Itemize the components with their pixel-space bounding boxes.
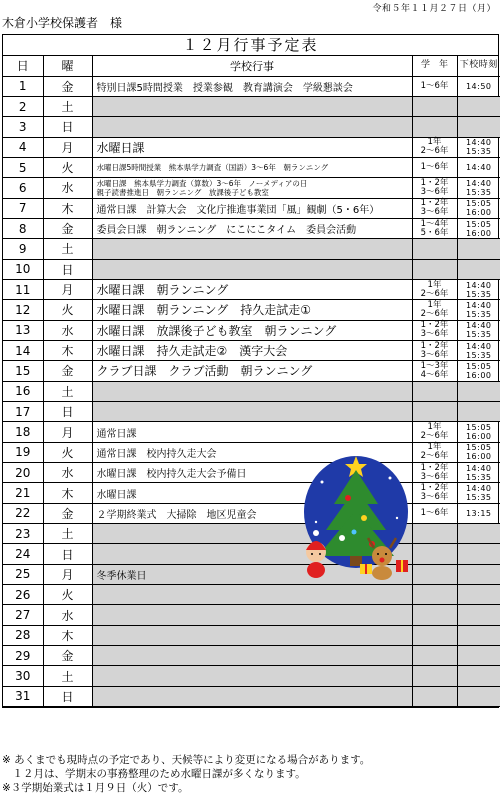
weekday-cell: 火 bbox=[43, 442, 92, 462]
day-cell: 9 bbox=[3, 239, 43, 259]
day-cell: 5 bbox=[3, 157, 43, 177]
time-cell bbox=[457, 117, 500, 137]
weekday-cell: 土 bbox=[43, 666, 92, 686]
grade-cell: 1・2年 3～6年 bbox=[412, 178, 457, 198]
day-cell: 18 bbox=[3, 422, 43, 442]
grade-cell: 1～6年 bbox=[412, 76, 457, 96]
time-cell bbox=[457, 239, 500, 259]
weekday-cell: 月 bbox=[43, 422, 92, 442]
event-cell: 水曜日課 持久走試走② 漢字大会 bbox=[92, 340, 412, 360]
table-row bbox=[3, 137, 500, 157]
table-row bbox=[3, 239, 500, 259]
table-row bbox=[3, 666, 500, 686]
day-cell: 31 bbox=[3, 686, 43, 706]
event-cell: 通常日課 校内持久走大会 bbox=[92, 442, 412, 462]
day-cell: 17 bbox=[3, 402, 43, 422]
grade-cell bbox=[412, 605, 457, 625]
weekday-cell: 金 bbox=[43, 361, 92, 381]
weekday-cell: 日 bbox=[43, 259, 92, 279]
weekday-cell: 木 bbox=[43, 625, 92, 645]
day-cell: 13 bbox=[3, 320, 43, 340]
note-1: ※ あくまでも現時点の予定であり、天候等により変更になる場合があります。 bbox=[2, 754, 371, 766]
event-cell: 冬季休業日 bbox=[92, 564, 412, 584]
table-row bbox=[3, 585, 500, 605]
weekday-cell: 水 bbox=[43, 178, 92, 198]
weekday-cell: 火 bbox=[43, 585, 92, 605]
time-cell bbox=[457, 524, 500, 544]
weekday-cell: 金 bbox=[43, 76, 92, 96]
weekday-cell: 金 bbox=[43, 503, 92, 523]
event-cell bbox=[92, 666, 412, 686]
time-cell: 15:05 16:00 bbox=[457, 218, 500, 238]
table-row bbox=[3, 279, 500, 299]
weekday-cell: 木 bbox=[43, 483, 92, 503]
weekday-cell: 土 bbox=[43, 96, 92, 116]
time-cell: 14:40 15:35 bbox=[457, 279, 500, 299]
weekday-cell: 日 bbox=[43, 117, 92, 137]
time-cell: 13:15 bbox=[457, 503, 500, 523]
table-row bbox=[3, 646, 500, 666]
time-cell bbox=[457, 646, 500, 666]
weekday-cell: 土 bbox=[43, 239, 92, 259]
col-weekday-header: 曜 bbox=[43, 56, 92, 76]
schedule-sheet bbox=[2, 34, 499, 708]
table-row bbox=[3, 422, 500, 442]
time-cell: 14:40 15:35 bbox=[457, 300, 500, 320]
event-cell bbox=[92, 585, 412, 605]
weekday-cell: 水 bbox=[43, 320, 92, 340]
event-cell: 水曜日課 朝ランニング 持久走試走① bbox=[92, 300, 412, 320]
day-cell: 20 bbox=[3, 463, 43, 483]
col-day-header: 日 bbox=[3, 56, 43, 76]
grade-cell: 1～4年 5・6年 bbox=[412, 218, 457, 238]
event-cell: 水曜日課 熊本県学力調査（算数）3～6年 ノーメディアの日 親子読書推進日 朝ランニング 放課後子ども教室 bbox=[92, 178, 412, 198]
day-cell: 21 bbox=[3, 483, 43, 503]
time-cell bbox=[457, 544, 500, 564]
grade-cell bbox=[412, 666, 457, 686]
event-cell bbox=[92, 239, 412, 259]
event-cell bbox=[92, 646, 412, 666]
table-row bbox=[3, 381, 500, 401]
table-row bbox=[3, 259, 500, 279]
weekday-cell: 金 bbox=[43, 646, 92, 666]
col-event-header: 学校行事 bbox=[92, 56, 412, 76]
event-cell: 通常日課 bbox=[92, 422, 412, 442]
day-cell: 27 bbox=[3, 605, 43, 625]
event-cell bbox=[92, 381, 412, 401]
grade-cell bbox=[412, 117, 457, 137]
time-cell: 15:05 16:00 bbox=[457, 422, 500, 442]
time-cell: 15:05 16:00 bbox=[457, 361, 500, 381]
note-3: ※３学期始業式は１月９日（火）です。 bbox=[2, 782, 189, 794]
footnotes bbox=[2, 753, 370, 795]
day-cell: 10 bbox=[3, 259, 43, 279]
schedule-rows bbox=[3, 76, 500, 707]
grade-cell: 1年 2～6年 bbox=[412, 137, 457, 157]
time-cell bbox=[457, 564, 500, 584]
day-cell: 15 bbox=[3, 361, 43, 381]
table-row bbox=[3, 340, 500, 360]
weekday-cell: 土 bbox=[43, 381, 92, 401]
document-date: 令和５年１１月２７日（月） bbox=[372, 4, 496, 14]
grade-cell: 1・2年 3～6年 bbox=[412, 463, 457, 483]
weekday-cell: 水 bbox=[43, 605, 92, 625]
time-cell bbox=[457, 96, 500, 116]
grade-cell: 1～3年 4～6年 bbox=[412, 361, 457, 381]
recipient-line: 木倉小学校保護者 様 bbox=[2, 16, 123, 30]
day-cell: 1 bbox=[3, 76, 43, 96]
day-cell: 30 bbox=[3, 666, 43, 686]
event-cell: 水曜日課 bbox=[92, 483, 412, 503]
table-row bbox=[3, 198, 500, 218]
table-row bbox=[3, 686, 500, 706]
day-cell: 4 bbox=[3, 137, 43, 157]
time-cell: 14:40 15:35 bbox=[457, 483, 500, 503]
weekday-cell: 火 bbox=[43, 157, 92, 177]
table-row bbox=[3, 524, 500, 544]
table-row bbox=[3, 218, 500, 238]
day-cell: 29 bbox=[3, 646, 43, 666]
day-cell: 23 bbox=[3, 524, 43, 544]
day-cell: 7 bbox=[3, 198, 43, 218]
grade-cell bbox=[412, 96, 457, 116]
time-cell bbox=[457, 381, 500, 401]
christmas-illustration bbox=[302, 452, 410, 580]
day-cell: 28 bbox=[3, 625, 43, 645]
event-cell bbox=[92, 625, 412, 645]
weekday-cell: 火 bbox=[43, 300, 92, 320]
event-cell: クラブ日課 クラブ活動 朝ランニング bbox=[92, 361, 412, 381]
table-row bbox=[3, 402, 500, 422]
day-cell: 16 bbox=[3, 381, 43, 401]
event-cell bbox=[92, 605, 412, 625]
day-cell: 8 bbox=[3, 218, 43, 238]
table-row bbox=[3, 178, 500, 198]
day-cell: 22 bbox=[3, 503, 43, 523]
grade-cell bbox=[412, 544, 457, 564]
event-cell: 特別日課5時間授業 授業参観 教育講演会 学級懇談会 bbox=[92, 76, 412, 96]
event-cell: 水曜日課 朝ランニング bbox=[92, 279, 412, 299]
grade-cell bbox=[412, 646, 457, 666]
event-cell: 通常日課 計算大会 文化庁推進事業団「風」観劇（5・6年） bbox=[92, 198, 412, 218]
table-row bbox=[3, 76, 500, 96]
grade-cell: 1年 2～6年 bbox=[412, 300, 457, 320]
grade-cell bbox=[412, 524, 457, 544]
grade-cell: 1年 2～6年 bbox=[412, 442, 457, 462]
grade-cell bbox=[412, 686, 457, 706]
time-cell bbox=[457, 625, 500, 645]
time-cell bbox=[457, 585, 500, 605]
table-row bbox=[3, 463, 500, 483]
time-cell: 14:40 15:35 bbox=[457, 178, 500, 198]
event-cell: ２学期終業式 大掃除 地区児童会 bbox=[92, 503, 412, 523]
event-cell bbox=[92, 259, 412, 279]
grade-cell: 1・2年 3～6年 bbox=[412, 198, 457, 218]
col-time-header: 下校時刻 bbox=[457, 56, 500, 76]
grade-cell bbox=[412, 239, 457, 259]
time-cell: 14:50 bbox=[457, 76, 500, 96]
document-title: １２月行事予定表 bbox=[3, 35, 498, 56]
weekday-cell: 日 bbox=[43, 686, 92, 706]
weekday-cell: 木 bbox=[43, 198, 92, 218]
note-2: １２月は、学期末の事務整理のため水曜日課が多くなります。 bbox=[2, 768, 306, 780]
table-row bbox=[3, 442, 500, 462]
table-row bbox=[3, 544, 500, 564]
time-cell: 15:05 16:00 bbox=[457, 198, 500, 218]
event-cell: 委員会日課 朝ランニング にこにこタイム 委員会活動 bbox=[92, 218, 412, 238]
time-cell bbox=[457, 605, 500, 625]
grade-cell: 1・2年 3～6年 bbox=[412, 483, 457, 503]
event-cell: 水曜日課 bbox=[92, 137, 412, 157]
weekday-cell: 月 bbox=[43, 564, 92, 584]
grade-cell: 1～6年 bbox=[412, 157, 457, 177]
grade-cell: 1年 2～6年 bbox=[412, 279, 457, 299]
day-cell: 6 bbox=[3, 178, 43, 198]
event-cell bbox=[92, 117, 412, 137]
grade-cell bbox=[412, 585, 457, 605]
schedule-table bbox=[3, 56, 500, 707]
day-cell: 19 bbox=[3, 442, 43, 462]
time-cell: 14:40 15:35 bbox=[457, 137, 500, 157]
weekday-cell: 月 bbox=[43, 279, 92, 299]
grade-cell bbox=[412, 625, 457, 645]
table-row bbox=[3, 157, 500, 177]
event-cell: 水曜日課 校内持久走大会予備日 bbox=[92, 463, 412, 483]
grade-cell: 1・2年 3～6年 bbox=[412, 340, 457, 360]
event-cell bbox=[92, 96, 412, 116]
weekday-cell: 日 bbox=[43, 544, 92, 564]
grade-cell: 1～6年 bbox=[412, 503, 457, 523]
time-cell: 14:40 bbox=[457, 157, 500, 177]
weekday-cell: 木 bbox=[43, 340, 92, 360]
table-row bbox=[3, 503, 500, 523]
table-row bbox=[3, 483, 500, 503]
weekday-cell: 金 bbox=[43, 218, 92, 238]
table-row bbox=[3, 96, 500, 116]
time-cell: 14:40 15:35 bbox=[457, 340, 500, 360]
weekday-cell: 月 bbox=[43, 137, 92, 157]
time-cell bbox=[457, 259, 500, 279]
weekday-cell: 日 bbox=[43, 402, 92, 422]
day-cell: 2 bbox=[3, 96, 43, 116]
weekday-cell: 土 bbox=[43, 524, 92, 544]
event-cell bbox=[92, 402, 412, 422]
table-row bbox=[3, 300, 500, 320]
col-grade-header: 学 年 bbox=[412, 56, 457, 76]
event-cell: 水曜日課5時間授業 熊本県学力調査（国語）3～6年 朝ランニング bbox=[92, 157, 412, 177]
weekday-cell: 水 bbox=[43, 463, 92, 483]
table-row bbox=[3, 361, 500, 381]
day-cell: 12 bbox=[3, 300, 43, 320]
day-cell: 11 bbox=[3, 279, 43, 299]
table-row bbox=[3, 564, 500, 584]
event-cell: 水曜日課 放課後子ども教室 朝ランニング bbox=[92, 320, 412, 340]
table-row bbox=[3, 605, 500, 625]
day-cell: 26 bbox=[3, 585, 43, 605]
time-cell: 14:40 15:35 bbox=[457, 320, 500, 340]
day-cell: 25 bbox=[3, 564, 43, 584]
time-cell bbox=[457, 686, 500, 706]
day-cell: 3 bbox=[3, 117, 43, 137]
table-header-row bbox=[3, 56, 500, 76]
time-cell: 14:40 15:35 bbox=[457, 463, 500, 483]
day-cell: 14 bbox=[3, 340, 43, 360]
grade-cell bbox=[412, 564, 457, 584]
table-row bbox=[3, 117, 500, 137]
grade-cell bbox=[412, 402, 457, 422]
grade-cell bbox=[412, 259, 457, 279]
event-cell bbox=[92, 686, 412, 706]
grade-cell bbox=[412, 381, 457, 401]
day-cell: 24 bbox=[3, 544, 43, 564]
table-row bbox=[3, 320, 500, 340]
grade-cell: 1年 2～6年 bbox=[412, 422, 457, 442]
time-cell bbox=[457, 666, 500, 686]
time-cell: 15:05 16:00 bbox=[457, 442, 500, 462]
grade-cell: 1・2年 3～6年 bbox=[412, 320, 457, 340]
table-row bbox=[3, 625, 500, 645]
time-cell bbox=[457, 402, 500, 422]
